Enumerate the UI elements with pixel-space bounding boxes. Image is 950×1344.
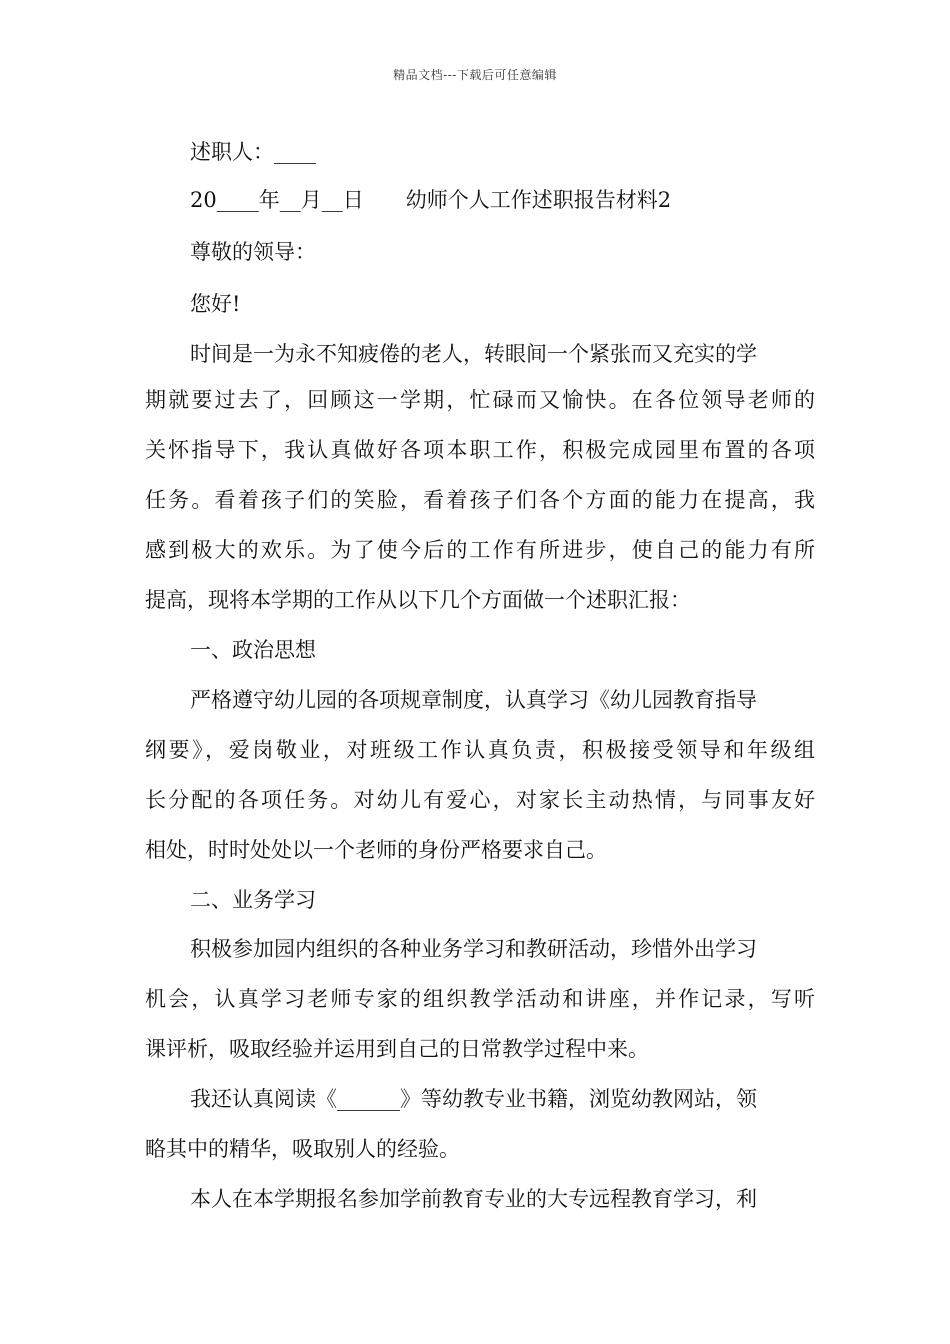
greeting: 您好!: [190, 292, 241, 316]
reporter-line: 述职人：____: [190, 140, 316, 164]
paragraph-line: 期就要过去了，回顾这一学期，忙碌而又愉快。在各位领导老师的: [145, 388, 815, 412]
salutation: 尊敬的领导：: [190, 240, 316, 264]
paragraph-line: 感到极大的欢乐。为了使今后的工作有所进步，使自己的能力有所: [145, 538, 815, 562]
paragraph-line: 略其中的精华，吸取别人的经验。: [145, 1137, 460, 1161]
paragraph-line: 提高，现将本学期的工作从以下几个方面做一个述职汇报：: [145, 588, 691, 612]
section-heading: 二、业务学习: [190, 888, 316, 912]
paragraph-line: 积极参加园内组织的各种业务学习和教研活动，珍惜外出学习: [190, 937, 757, 961]
paragraph-line: 课评析，吸取经验并运用到自己的日常教学过程中来。: [145, 1037, 649, 1061]
date-title-line: 20____年__月__日 幼师个人工作述职报告材料2: [190, 188, 672, 212]
paragraph-line: 任务。看着孩子们的笑脸，看着孩子们各个方面的能力在提高，我: [145, 488, 815, 512]
paragraph-line: 长分配的各项任务。对幼儿有爱心，对家长主动热情，与同事友好: [145, 788, 815, 812]
paragraph-line: 严格遵守幼儿园的各项规章制度，认真学习《幼儿园教育指导: [190, 688, 757, 712]
paragraph-line: 纲要》，爱岗敬业，对班级工作认真负责，积极接受领导和年级组: [145, 738, 815, 762]
paragraph-line: 时间是一为永不知疲倦的老人，转眼间一个紧张而又充实的学: [190, 342, 757, 366]
section-heading: 一、政治思想: [190, 638, 316, 662]
paragraph-line: 本人在本学期报名参加学前教育专业的大专远程教育学习，利: [190, 1187, 757, 1211]
paragraph-line: 机会，认真学习老师专家的组织教学活动和讲座，并作记录，写听: [145, 987, 815, 1011]
page-header: 精品文档---下载后可任意编辑: [393, 68, 557, 82]
paragraph-line: 关怀指导下，我认真做好各项本职工作，积极完成园里布置的各项: [145, 438, 815, 462]
paragraph-line: 相处，时时处处以一个老师的身份严格要求自己。: [145, 838, 607, 862]
paragraph-line: 我还认真阅读《______》等幼教专业书籍，浏览幼教网站，领: [190, 1087, 757, 1111]
